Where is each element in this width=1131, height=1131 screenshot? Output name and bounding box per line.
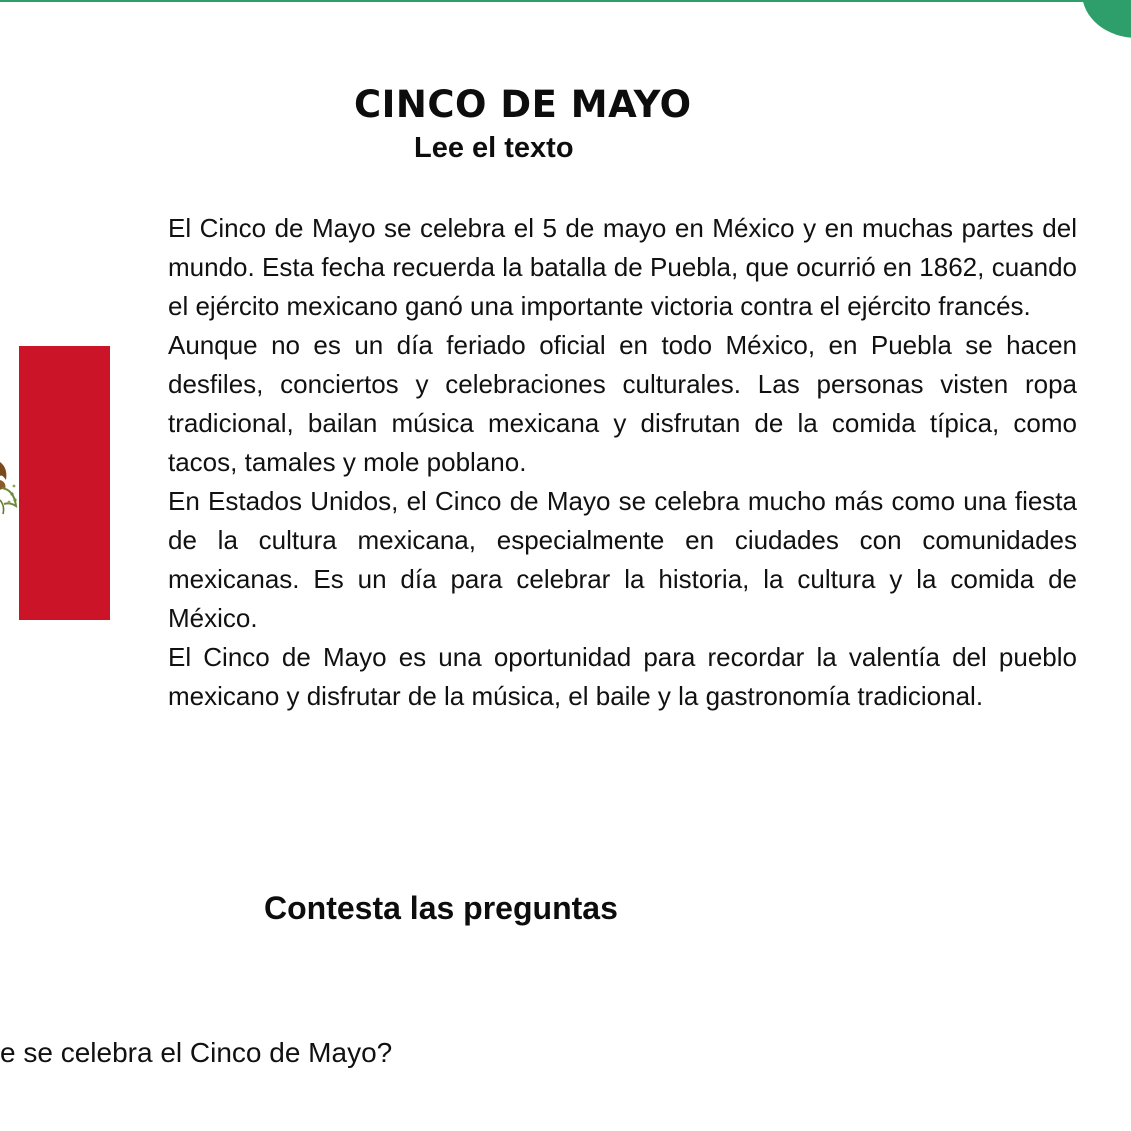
question-item: e se celebra el Cinco de Mayo? [0, 1037, 393, 1068]
reading-paragraph: En Estados Unidos, el Cinco de Mayo se celebra mucho más como una fiesta de la cultura mexicana, especialmente en ciudades con comunidades mexicanas. Es un día para celebrar la historia, la cultura y la comida de México. [168, 486, 1077, 633]
worksheet-title: CINCO DE MAYO [354, 83, 692, 126]
reading-paragraph: El Cinco de Mayo es una oportunidad para recordar la valentía del pueblo mexicano y disfrutar de la música, el baile y la gastronomía tradicional. [168, 642, 1077, 711]
corner-decoration [1082, 0, 1131, 38]
eagle-emblem-icon [0, 450, 22, 520]
worksheet-subtitle: Lee el texto [414, 132, 574, 164]
reading-text [168, 209, 1077, 716]
mexican-flag-icon [19, 346, 110, 620]
reading-paragraph: El Cinco de Mayo se celebra el 5 de mayo en México y en muchas partes del mundo. Esta fecha recuerda la batalla de Puebla, que ocurrió en 1862, cuando el ejército mexicano ganó una importante victoria contra el ejército francés. [168, 213, 1077, 321]
reading-paragraph: Aunque no es un día feriado oficial en todo México, en Puebla se hacen desfiles, conciertos y celebraciones culturales. Las personas visten ropa tradicional, bailan música mexicana y disfrutan de la comida típica, como tacos, tamales y mole poblano. [168, 330, 1077, 477]
top-border-line [0, 0, 1100, 2]
questions-heading: Contesta las preguntas [264, 890, 618, 926]
